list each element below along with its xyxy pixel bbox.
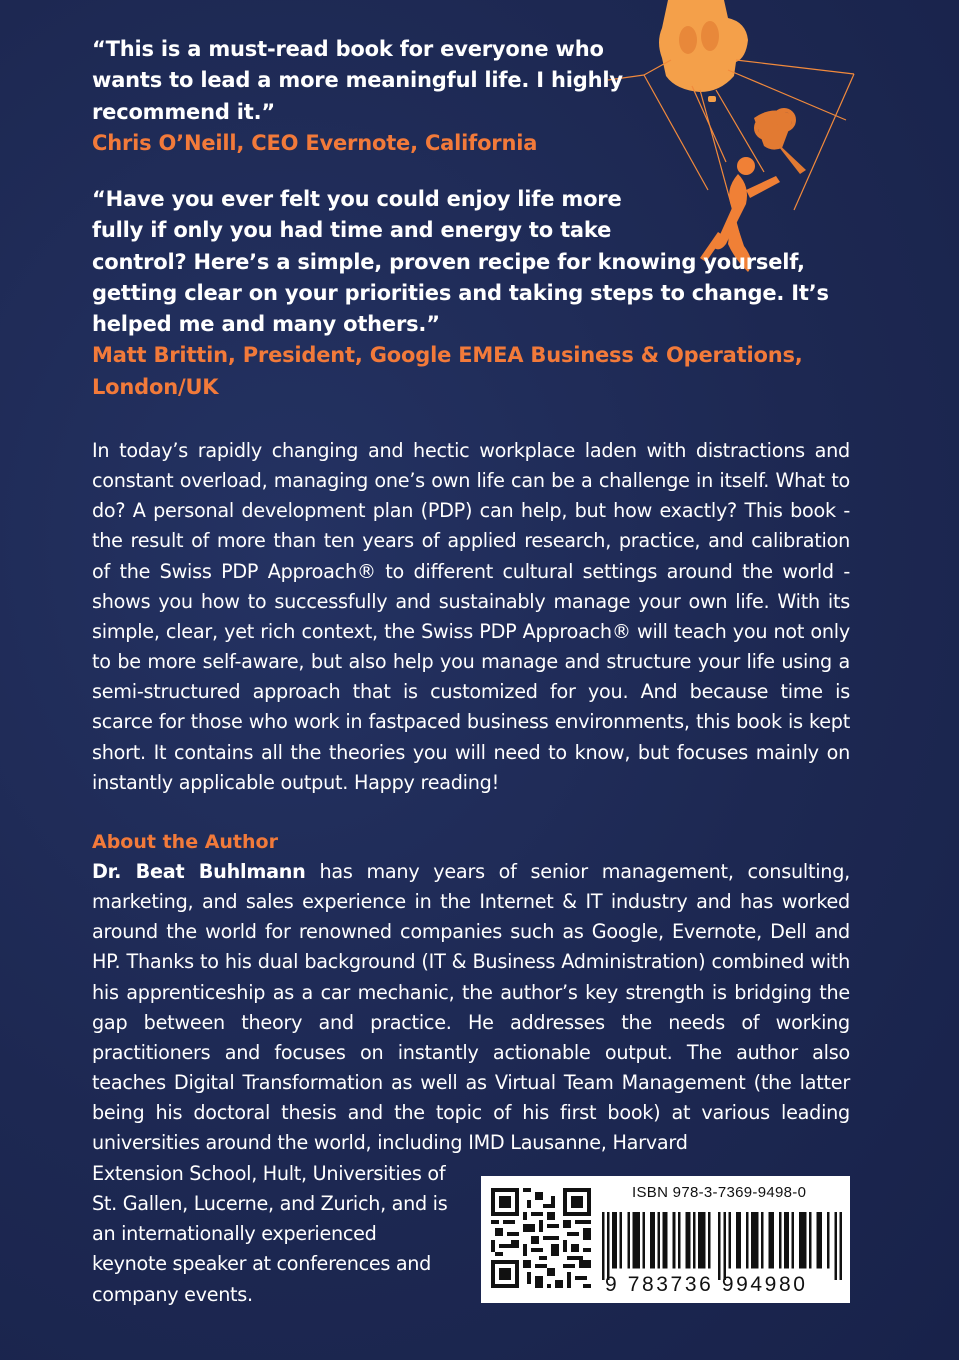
quote-attribution: London/UK <box>92 374 219 399</box>
isbn-digits: 9 783736 994980 <box>605 1273 808 1296</box>
quote-1 <box>92 34 623 159</box>
quote-line: recommend it.” <box>92 99 275 124</box>
quote-line: control? Here’s a simple, proven recipe for knowing yourself, <box>92 249 805 274</box>
quote-line: “Have you ever felt you could enjoy life more <box>92 187 622 211</box>
book-description: In today’s rapidly changing and hectic workplace laden with distractions and constant overload, managing one’s own life can be a challenge in itself. What to do? A personal development plan (PDP) can help, but how exactly? This book - the result of more than ten years of applied research, practice, and calibration of the Swiss PDP Approach® to different cultural settings around the world - shows you how to successfully and sustainably manage your own life. With its simple, clear, yet rich context, the Swiss PDP Approach® will teach you not only to be more self-aware, but also help you manage and structure your life using a semi-structured approach that is customized for you. And because time is scarce for those who work in fastpaced business environments, this book is kept short. It contains all the theories you will need to know, but focuses mainly on instantly applicable output. Happy reading! <box>92 439 850 794</box>
quote-2 <box>92 184 829 403</box>
isbn-label: ISBN 978-3-7369-9498-0 <box>632 1184 807 1201</box>
quote-attribution: Chris O’Neill, CEO Evernote, California <box>92 130 538 155</box>
barcode-icon <box>602 1212 842 1280</box>
about-author-heading: About the Author <box>92 831 278 853</box>
quote-line: fully if only you had time and energy to take <box>92 218 612 243</box>
quote-line: helped me and many others.” <box>92 312 440 337</box>
qr-code-icon <box>491 1188 591 1288</box>
author-name: Dr. Beat Buhlmann <box>92 860 306 883</box>
author-bio <box>92 857 850 1159</box>
quote-attribution: Matt Brittin, President, Google EMEA Business & Operations, <box>92 343 803 368</box>
quote-line: getting clear on your priorities and taking steps to change. It’s <box>92 280 829 305</box>
author-bio-text: has many years of senior management, consulting, marketing, and sales experience in the Internet & IT industry and has worked around the world for renowned companies such as Google, Evernote, Dell and HP. Thanks to his dual background (IT & Business Administration) combined with his apprenticeship as a car mechanic, the author’s key strength is bridging the gap between theory and practice. He addresses the needs of working practitioners and focuses on instantly actionable output. The author also teaches Digital Transformation as well as Virtual Team Management (the latter being his doctoral thesis and the topic of his first book) at various leading universities around the world, including IMD Lausanne, Harvard <box>92 860 850 1155</box>
quote-line: “This is a must-read book for everyone who <box>92 37 604 61</box>
isbn-barcode-box <box>481 1176 850 1303</box>
quote-line: wants to lead a more meaningful life. I highly <box>92 68 623 93</box>
author-bio-tail: Extension School, Hult, Universities of St. Gallen, Lucerne, and Zurich, and is an internationally experienced keynote speaker at conferences and company events. <box>92 1162 448 1306</box>
